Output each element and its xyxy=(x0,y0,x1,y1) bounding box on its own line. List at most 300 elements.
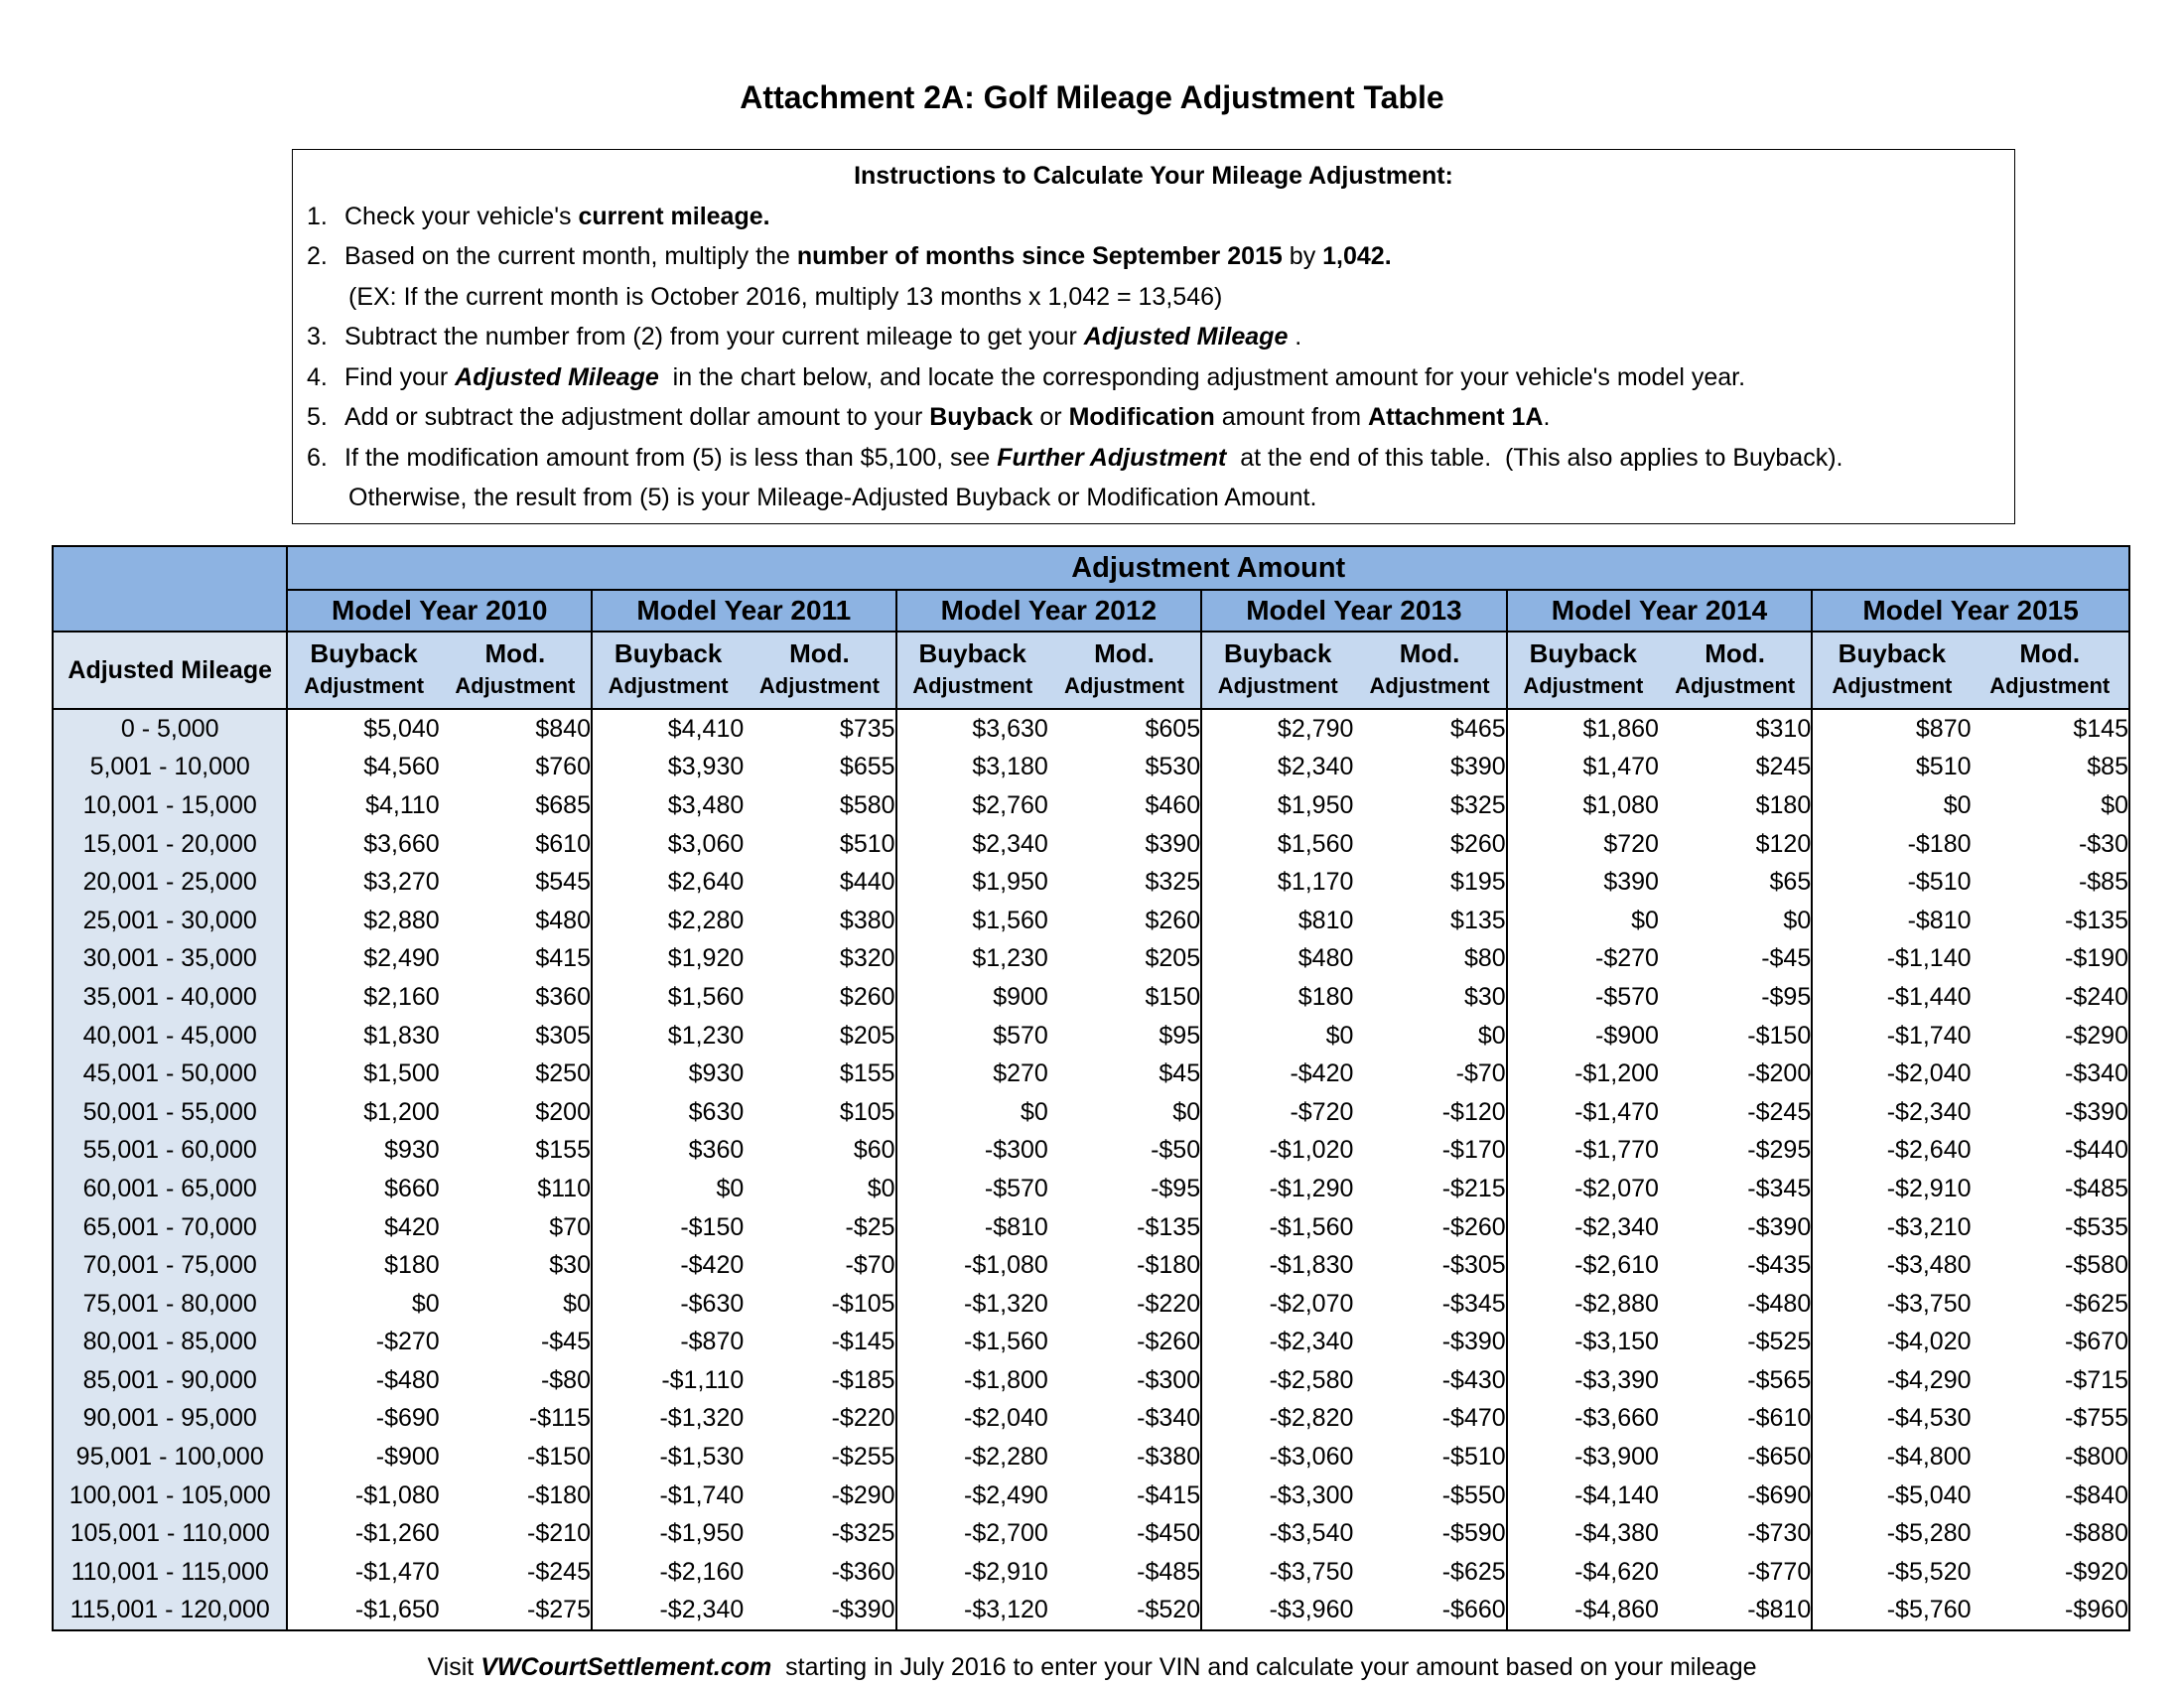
mod-adjustment-cell: $95 xyxy=(1048,1017,1201,1055)
buyback-adjustment-cell: -$810 xyxy=(984,1212,1048,1241)
buyback-adjustment-cell: -$1,800 xyxy=(964,1365,1048,1394)
mod-adjustment-cell: -$390 xyxy=(1972,1093,2129,1132)
settlement-link[interactable]: VWCourtSettlement.com xyxy=(480,1653,772,1681)
buyback-adjustment-cell: -$3,210 xyxy=(1886,1212,1972,1241)
buyback-adjustment-cell: -$2,580 xyxy=(1269,1365,1354,1394)
step-emphasis: Further Adjustment xyxy=(997,443,1227,472)
buyback-adjustment-cell: -$690 xyxy=(375,1404,440,1433)
mod-adjustment-cell: $195 xyxy=(1353,863,1506,902)
model-year-header: Model Year 2013 xyxy=(1201,590,1507,632)
buyback-adjustment-cell: $1,170 xyxy=(1277,868,1354,897)
column-sublabel: Adjustment xyxy=(1063,673,1184,698)
buyback-adjustment-cell: $390 xyxy=(1603,868,1659,897)
mod-adjustment-cell: $180 xyxy=(1659,786,1812,825)
mod-adjustment-cell: -$70 xyxy=(1353,1055,1506,1093)
mod-adjustment-cell: $30 xyxy=(440,1246,592,1285)
buyback-adjustment-cell: $0 xyxy=(716,1174,745,1202)
table-row xyxy=(53,1055,2129,1093)
mod-adjustment-cell: -$260 xyxy=(1353,1208,1506,1247)
mod-adjustment-cell: -$625 xyxy=(1353,1553,1506,1592)
mileage-range-cell: 35,001 - 40,000 xyxy=(53,978,287,1017)
column-sublabel: Adjustment xyxy=(1369,673,1490,698)
buyback-adjustment-cell: $0 xyxy=(1943,790,1972,819)
table-row xyxy=(53,1285,2129,1324)
mod-adjustment-cell: -$390 xyxy=(744,1592,895,1631)
buyback-adjustment-cell: $5,040 xyxy=(363,714,440,743)
buyback-adjustment-cell: -$2,340 xyxy=(592,1592,744,1631)
mod-adjustment-cell: $105 xyxy=(744,1093,895,1132)
buyback-adjustment-cell: $870 xyxy=(1915,714,1972,743)
buyback-adjustment-cell: $270 xyxy=(993,1059,1048,1088)
buyback-adjustment-cell: $1,920 xyxy=(667,944,745,973)
instruction-step-6 xyxy=(307,438,2000,479)
buyback-adjustment-cell: $1,950 xyxy=(1277,790,1354,819)
mileage-range-cell: 20,001 - 25,000 xyxy=(53,863,287,902)
mod-adjustment-cell: -$180 xyxy=(440,1477,592,1515)
model-year-header: Model Year 2014 xyxy=(1507,590,1813,632)
buyback-adjustment-cell: $1,560 xyxy=(1277,829,1354,858)
buyback-adjustment-cell: $570 xyxy=(993,1021,1048,1050)
buyback-adjustment-cell: $3,660 xyxy=(363,829,440,858)
column-sublabel: Adjustment xyxy=(1217,673,1338,698)
buyback-adjustment-cell: -$3,900 xyxy=(1574,1443,1659,1472)
buyback-adjustment-cell: -$2,340 xyxy=(1886,1097,1972,1126)
column-label: Buyback xyxy=(1838,638,1947,668)
buyback-adjustment-cell: -$2,070 xyxy=(1574,1174,1659,1202)
instruction-step-1 xyxy=(307,197,2000,237)
buyback-adjustment-cell: $3,930 xyxy=(667,753,745,781)
buyback-adjustment-cell: -$2,280 xyxy=(964,1443,1048,1472)
mod-adjustment-cell: $310 xyxy=(1659,709,1812,749)
step-emphasis: Modification xyxy=(1068,403,1215,431)
buyback-adjustment-cell: -$1,950 xyxy=(659,1519,745,1548)
mod-adjustment-cell: -$580 xyxy=(1972,1246,2129,1285)
mileage-range-cell: 115,001 - 120,000 xyxy=(53,1592,287,1631)
footer-note xyxy=(0,1653,2184,1682)
buyback-adjustment-cell: -$3,750 xyxy=(1269,1557,1354,1586)
mileage-range-cell: 45,001 - 50,000 xyxy=(53,1055,287,1093)
buyback-adjustment-cell: $480 xyxy=(1297,944,1354,973)
buyback-adjustment-cell: -$1,200 xyxy=(1574,1059,1659,1088)
buyback-adjustment-cell: -$1,140 xyxy=(1886,944,1972,973)
mod-adjustment-cell: -$325 xyxy=(744,1514,895,1553)
mod-adjustment-cell: -$200 xyxy=(1659,1055,1812,1093)
mod-adjustment-cell: -$485 xyxy=(1048,1553,1201,1592)
buyback-adjustment-cell: -$1,080 xyxy=(964,1251,1048,1280)
buyback-adjustment-header xyxy=(592,632,744,709)
mod-adjustment-cell: -$800 xyxy=(1972,1438,2129,1477)
buyback-adjustment-cell: -$4,290 xyxy=(1886,1365,1972,1394)
mod-adjustment-cell: $465 xyxy=(1353,709,1506,749)
buyback-adjustment-cell: -$150 xyxy=(680,1212,745,1241)
mod-adjustment-cell: -$480 xyxy=(1659,1285,1812,1324)
table-row xyxy=(53,1170,2129,1208)
mod-adjustment-cell: -$340 xyxy=(1048,1400,1201,1439)
buyback-adjustment-cell: -$2,880 xyxy=(1574,1289,1659,1318)
buyback-adjustment-cell: -$4,380 xyxy=(1574,1519,1659,1548)
mod-adjustment-cell: $65 xyxy=(1659,863,1812,902)
table-row xyxy=(53,786,2129,825)
buyback-adjustment-cell: -$480 xyxy=(375,1365,440,1394)
buyback-adjustment-cell: -$5,040 xyxy=(1886,1480,1972,1509)
buyback-adjustment-cell: -$1,530 xyxy=(659,1443,745,1472)
model-year-header: Model Year 2010 xyxy=(287,590,592,632)
mod-adjustment-cell: $610 xyxy=(440,825,592,864)
buyback-adjustment-cell: $2,280 xyxy=(667,906,745,934)
table-row xyxy=(53,1553,2129,1592)
instructions-box xyxy=(292,149,2015,524)
mod-adjustment-cell: -$300 xyxy=(1048,1361,1201,1400)
buyback-adjustment-cell: -$4,140 xyxy=(1574,1480,1659,1509)
mod-adjustment-cell: $150 xyxy=(1048,978,1201,1017)
mod-adjustment-cell: -$190 xyxy=(1972,940,2129,979)
table-row xyxy=(53,1208,2129,1247)
buyback-adjustment-cell: -$720 xyxy=(1290,1097,1354,1126)
mod-adjustment-cell: -$470 xyxy=(1353,1400,1506,1439)
buyback-adjustment-cell: -$1,290 xyxy=(1269,1174,1354,1202)
table-row xyxy=(53,1246,2129,1285)
mod-adjustment-cell: $840 xyxy=(440,709,592,749)
buyback-adjustment-cell: -$570 xyxy=(1595,982,1659,1011)
table-row xyxy=(53,825,2129,864)
buyback-adjustment-cell: -$1,560 xyxy=(1269,1212,1354,1241)
mod-adjustment-cell: $440 xyxy=(744,863,895,902)
mileage-range-cell: 0 - 5,000 xyxy=(53,709,287,749)
mileage-range-cell: 50,001 - 55,000 xyxy=(53,1093,287,1132)
column-label: Mod. xyxy=(1705,638,1765,668)
buyback-adjustment-cell: -$1,560 xyxy=(964,1328,1048,1356)
mod-adjustment-cell: $735 xyxy=(744,709,895,749)
mileage-range-cell: 80,001 - 85,000 xyxy=(53,1324,287,1362)
mileage-range-cell: 40,001 - 45,000 xyxy=(53,1017,287,1055)
mod-adjustment-cell: $155 xyxy=(440,1132,592,1171)
buyback-adjustment-cell: $1,230 xyxy=(667,1021,745,1050)
buyback-adjustment-cell: $510 xyxy=(1915,753,1972,781)
step-text: . xyxy=(1288,323,1302,351)
buyback-adjustment-cell: -$2,490 xyxy=(964,1480,1048,1509)
step-text: Based on the current month, multiply the xyxy=(344,242,797,270)
mod-adjustment-header xyxy=(1659,632,1812,709)
mod-adjustment-cell: -$70 xyxy=(744,1246,895,1285)
step-text: Find your xyxy=(344,362,456,391)
table-row xyxy=(53,1361,2129,1400)
buyback-adjustment-cell: $1,830 xyxy=(363,1021,440,1050)
mod-adjustment-cell: $655 xyxy=(744,749,895,787)
buyback-adjustment-cell: -$4,860 xyxy=(1507,1592,1659,1631)
mod-adjustment-cell: -$345 xyxy=(1353,1285,1506,1324)
step-emphasis: Buyback xyxy=(929,403,1033,431)
buyback-adjustment-cell: $4,560 xyxy=(363,753,440,781)
buyback-adjustment-cell: -$4,800 xyxy=(1886,1443,1972,1472)
table-row xyxy=(53,749,2129,787)
column-sublabel: Adjustment xyxy=(1989,673,2111,698)
page-title: Attachment 2A: Golf Mileage Adjustment Table xyxy=(740,79,1444,115)
mod-adjustment-header xyxy=(1972,632,2129,709)
mod-adjustment-cell: $60 xyxy=(744,1132,895,1171)
buyback-adjustment-cell: $4,410 xyxy=(667,714,745,743)
table-row xyxy=(53,1132,2129,1171)
mileage-range-cell: 15,001 - 20,000 xyxy=(53,825,287,864)
mileage-range-cell: 10,001 - 15,000 xyxy=(53,786,287,825)
mod-adjustment-cell: $85 xyxy=(1972,749,2129,787)
table-corner xyxy=(53,546,287,632)
buyback-adjustment-cell: $360 xyxy=(688,1136,745,1165)
buyback-adjustment-cell: -$1,320 xyxy=(659,1404,745,1433)
buyback-adjustment-cell: -$5,280 xyxy=(1886,1519,1972,1548)
step-text: Subtract the number from (2) from your current mileage to get your xyxy=(344,323,1084,351)
buyback-adjustment-cell: -$1,080 xyxy=(354,1480,440,1509)
column-sublabel: Adjustment xyxy=(608,673,729,698)
table-row xyxy=(53,902,2129,940)
instruction-step-5 xyxy=(307,397,2000,438)
mod-adjustment-cell: -$960 xyxy=(1972,1592,2129,1631)
buyback-adjustment-cell: $3,270 xyxy=(363,868,440,897)
buyback-adjustment-cell: -$2,640 xyxy=(1886,1136,1972,1165)
buyback-adjustment-cell: -$270 xyxy=(1595,944,1659,973)
column-sublabel: Adjustment xyxy=(912,673,1033,698)
buyback-adjustment-cell: -$3,660 xyxy=(1574,1404,1659,1433)
mileage-range-cell: 85,001 - 90,000 xyxy=(53,1361,287,1400)
buyback-adjustment-cell: -$270 xyxy=(375,1328,440,1356)
buyback-adjustment-cell: -$630 xyxy=(680,1289,745,1318)
table-row xyxy=(53,1592,2129,1631)
buyback-adjustment-cell: $630 xyxy=(688,1097,745,1126)
buyback-adjustment-cell: -$2,160 xyxy=(659,1557,745,1586)
buyback-adjustment-cell: -$1,770 xyxy=(1574,1136,1659,1165)
table-row xyxy=(53,1093,2129,1132)
mileage-range-cell: 90,001 - 95,000 xyxy=(53,1400,287,1439)
step-text: Check your vehicle's xyxy=(344,202,579,230)
buyback-adjustment-cell: -$1,740 xyxy=(1886,1021,1972,1050)
mod-adjustment-cell: $580 xyxy=(744,786,895,825)
column-sublabel: Adjustment xyxy=(1832,673,1953,698)
mod-adjustment-cell: $415 xyxy=(440,940,592,979)
instruction-step-3 xyxy=(307,317,2000,357)
mod-adjustment-header xyxy=(1048,632,1201,709)
mod-adjustment-cell: -$260 xyxy=(1048,1324,1201,1362)
buyback-adjustment-cell: $3,180 xyxy=(972,753,1048,781)
step-text: or xyxy=(1032,403,1069,431)
mod-adjustment-cell: -$95 xyxy=(1048,1170,1201,1208)
mod-adjustment-cell: -$625 xyxy=(1972,1285,2129,1324)
mod-adjustment-cell: -$295 xyxy=(1659,1132,1812,1171)
mileage-range-cell: 70,001 - 75,000 xyxy=(53,1246,287,1285)
buyback-adjustment-cell: $720 xyxy=(1603,829,1659,858)
mod-adjustment-cell: -$525 xyxy=(1659,1324,1812,1362)
mileage-range-cell: 5,001 - 10,000 xyxy=(53,749,287,787)
buyback-adjustment-cell: $2,640 xyxy=(667,868,745,897)
buyback-adjustment-cell: -$510 xyxy=(1907,868,1972,897)
mod-adjustment-cell: -$650 xyxy=(1659,1438,1812,1477)
buyback-adjustment-cell: -$300 xyxy=(984,1136,1048,1165)
step-emphasis: current mileage. xyxy=(578,202,770,230)
mod-adjustment-cell: -$485 xyxy=(1972,1170,2129,1208)
mod-adjustment-cell: -$415 xyxy=(1048,1477,1201,1515)
mod-adjustment-cell: -$210 xyxy=(440,1514,592,1553)
buyback-adjustment-cell: -$420 xyxy=(1290,1059,1354,1088)
table-row xyxy=(53,863,2129,902)
column-label: Mod. xyxy=(789,638,850,668)
mod-adjustment-cell: -$255 xyxy=(744,1438,895,1477)
buyback-adjustment-cell: -$1,470 xyxy=(1574,1097,1659,1126)
mod-adjustment-cell: -$360 xyxy=(744,1553,895,1592)
instruction-step-2 xyxy=(307,236,2000,277)
mod-adjustment-cell: -$690 xyxy=(1659,1477,1812,1515)
mod-adjustment-cell: -$220 xyxy=(744,1400,895,1439)
mileage-adjustment-table xyxy=(52,545,2130,1631)
mod-adjustment-cell: -$880 xyxy=(1972,1514,2129,1553)
column-label: Buyback xyxy=(310,638,418,668)
buyback-adjustment-header xyxy=(896,632,1048,709)
mod-adjustment-header xyxy=(1353,632,1506,709)
mileage-range-cell: 65,001 - 70,000 xyxy=(53,1208,287,1247)
mod-adjustment-cell: -$450 xyxy=(1048,1514,1201,1553)
buyback-adjustment-cell: $1,200 xyxy=(363,1097,440,1126)
buyback-adjustment-cell: -$1,830 xyxy=(1269,1251,1354,1280)
buyback-adjustment-cell: -$2,700 xyxy=(964,1519,1048,1548)
mod-adjustment-cell: $460 xyxy=(1048,786,1201,825)
buyback-adjustment-cell: $2,760 xyxy=(972,790,1048,819)
step-text: Add or subtract the adjustment dollar amount to your xyxy=(344,403,930,431)
buyback-adjustment-cell: $1,560 xyxy=(667,982,745,1011)
buyback-adjustment-cell: -$1,440 xyxy=(1886,982,1972,1011)
table-row xyxy=(53,1477,2129,1515)
buyback-adjustment-cell: -$3,150 xyxy=(1574,1328,1659,1356)
step-text: at the end of this table. (This also applies to Buyback). xyxy=(1226,443,1843,472)
buyback-adjustment-cell: -$3,390 xyxy=(1574,1365,1659,1394)
mod-adjustment-header xyxy=(744,632,895,709)
mod-adjustment-cell: -$810 xyxy=(1659,1592,1812,1631)
buyback-adjustment-cell: -$2,340 xyxy=(1574,1212,1659,1241)
mod-adjustment-cell: $245 xyxy=(1659,749,1812,787)
model-year-header: Model Year 2015 xyxy=(1812,590,2129,632)
mod-adjustment-cell: -$660 xyxy=(1353,1592,1506,1631)
instruction-step-4 xyxy=(307,357,2000,398)
buyback-adjustment-cell: $2,340 xyxy=(1277,753,1354,781)
table-row xyxy=(53,1514,2129,1553)
buyback-adjustment-cell: $3,060 xyxy=(667,829,745,858)
step-text: in the chart below, and locate the corresponding adjustment amount for your vehicle's model year. xyxy=(658,362,1746,391)
mod-adjustment-cell: -$670 xyxy=(1972,1324,2129,1362)
footer-text: starting in July 2016 to enter your VIN and calculate your amount based on your mileage xyxy=(771,1653,1757,1681)
column-label: Mod. xyxy=(1094,638,1155,668)
buyback-adjustment-cell: $900 xyxy=(993,982,1048,1011)
step-number: 4. xyxy=(307,362,328,391)
buyback-adjustment-cell: -$1,020 xyxy=(1269,1136,1354,1165)
mileage-range-cell: 75,001 - 80,000 xyxy=(53,1285,287,1324)
buyback-adjustment-header xyxy=(287,632,439,709)
column-label: Mod. xyxy=(2019,638,2081,668)
mod-adjustment-cell: -$390 xyxy=(1353,1324,1506,1362)
adjustment-amount-header: Adjustment Amount xyxy=(287,546,2129,590)
mod-adjustment-cell: $390 xyxy=(1353,749,1506,787)
model-year-header: Model Year 2011 xyxy=(592,590,896,632)
step-number: 1. xyxy=(307,202,328,230)
buyback-adjustment-cell: $0 xyxy=(411,1289,440,1318)
buyback-adjustment-cell: -$5,760 xyxy=(1812,1592,1971,1631)
buyback-adjustment-cell: -$1,320 xyxy=(964,1289,1048,1318)
mod-adjustment-cell: $0 xyxy=(744,1170,895,1208)
mod-adjustment-cell: $305 xyxy=(440,1017,592,1055)
step-text: amount from xyxy=(1214,403,1369,431)
mod-adjustment-cell: -$215 xyxy=(1353,1170,1506,1208)
mod-adjustment-cell: -$135 xyxy=(1048,1208,1201,1247)
buyback-adjustment-cell: -$810 xyxy=(1907,906,1972,934)
buyback-adjustment-cell: $3,480 xyxy=(667,790,745,819)
buyback-adjustment-cell: $180 xyxy=(384,1251,440,1280)
buyback-adjustment-cell: $0 xyxy=(1021,1097,1048,1126)
table-row xyxy=(53,1017,2129,1055)
buyback-adjustment-cell: -$4,620 xyxy=(1574,1557,1659,1586)
mod-adjustment-cell: -$80 xyxy=(440,1361,592,1400)
step-emphasis: Attachment 1A xyxy=(1368,403,1544,431)
model-year-header: Model Year 2012 xyxy=(896,590,1202,632)
mod-adjustment-cell: -$245 xyxy=(440,1553,592,1592)
step-emphasis: 1,042. xyxy=(1322,242,1392,270)
mileage-range-cell: 110,001 - 115,000 xyxy=(53,1553,287,1592)
mod-adjustment-cell: $480 xyxy=(440,902,592,940)
buyback-adjustment-cell: $180 xyxy=(1297,982,1354,1011)
mod-adjustment-cell: -$185 xyxy=(744,1361,895,1400)
column-label: Mod. xyxy=(484,638,546,668)
step-text: If the modification amount from (5) is less than $5,100, see xyxy=(344,443,998,472)
buyback-adjustment-cell: $930 xyxy=(688,1059,745,1088)
column-sublabel: Adjustment xyxy=(1523,673,1644,698)
mod-adjustment-cell: -$290 xyxy=(1972,1017,2129,1055)
mod-adjustment-cell: $0 xyxy=(440,1285,592,1324)
buyback-adjustment-cell: $1,950 xyxy=(972,868,1048,897)
mod-adjustment-cell: $120 xyxy=(1659,825,1812,864)
buyback-adjustment-cell: $1,860 xyxy=(1582,714,1659,743)
mod-adjustment-cell: -$220 xyxy=(1048,1285,1201,1324)
mod-adjustment-cell: $320 xyxy=(744,940,895,979)
mod-adjustment-cell: $110 xyxy=(440,1170,592,1208)
column-sublabel: Adjustment xyxy=(304,673,425,698)
buyback-adjustment-cell: $1,230 xyxy=(972,944,1048,973)
buyback-adjustment-cell: $0 xyxy=(1325,1021,1354,1050)
buyback-adjustment-cell: -$3,750 xyxy=(1886,1289,1972,1318)
column-sublabel: Adjustment xyxy=(455,673,576,698)
mod-adjustment-cell: -$590 xyxy=(1353,1514,1506,1553)
buyback-adjustment-cell: -$1,110 xyxy=(661,1365,745,1394)
step-emphasis: Adjusted Mileage xyxy=(455,362,659,391)
mod-adjustment-cell: -$430 xyxy=(1353,1361,1506,1400)
mod-adjustment-cell: $260 xyxy=(1353,825,1506,864)
mod-adjustment-cell: $260 xyxy=(1048,902,1201,940)
buyback-adjustment-cell: -$1,740 xyxy=(659,1480,745,1509)
column-label: Buyback xyxy=(918,638,1026,668)
mod-adjustment-cell: $260 xyxy=(744,978,895,1017)
step-number: 5. xyxy=(307,403,328,431)
buyback-adjustment-header xyxy=(1812,632,1971,709)
mod-adjustment-cell: -$115 xyxy=(440,1400,592,1439)
mod-adjustment-cell: $325 xyxy=(1048,863,1201,902)
buyback-adjustment-cell: -$570 xyxy=(984,1174,1048,1202)
mod-adjustment-cell: $80 xyxy=(1353,940,1506,979)
step-emphasis: Adjusted Mileage xyxy=(1083,323,1289,351)
mod-adjustment-cell: -$610 xyxy=(1659,1400,1812,1439)
mod-adjustment-cell: $0 xyxy=(1353,1017,1506,1055)
mod-adjustment-cell: -$435 xyxy=(1659,1246,1812,1285)
step-number: 3. xyxy=(307,323,328,351)
mod-adjustment-cell: -$150 xyxy=(1659,1017,1812,1055)
mod-adjustment-cell: -$145 xyxy=(744,1324,895,1362)
step-text: by xyxy=(1282,242,1323,270)
buyback-adjustment-cell: $1,470 xyxy=(1582,753,1659,781)
mod-adjustment-cell: $0 xyxy=(1972,786,2129,825)
mod-adjustment-cell: $145 xyxy=(1972,709,2129,749)
step-emphasis: number of months since September 2015 xyxy=(796,242,1283,270)
